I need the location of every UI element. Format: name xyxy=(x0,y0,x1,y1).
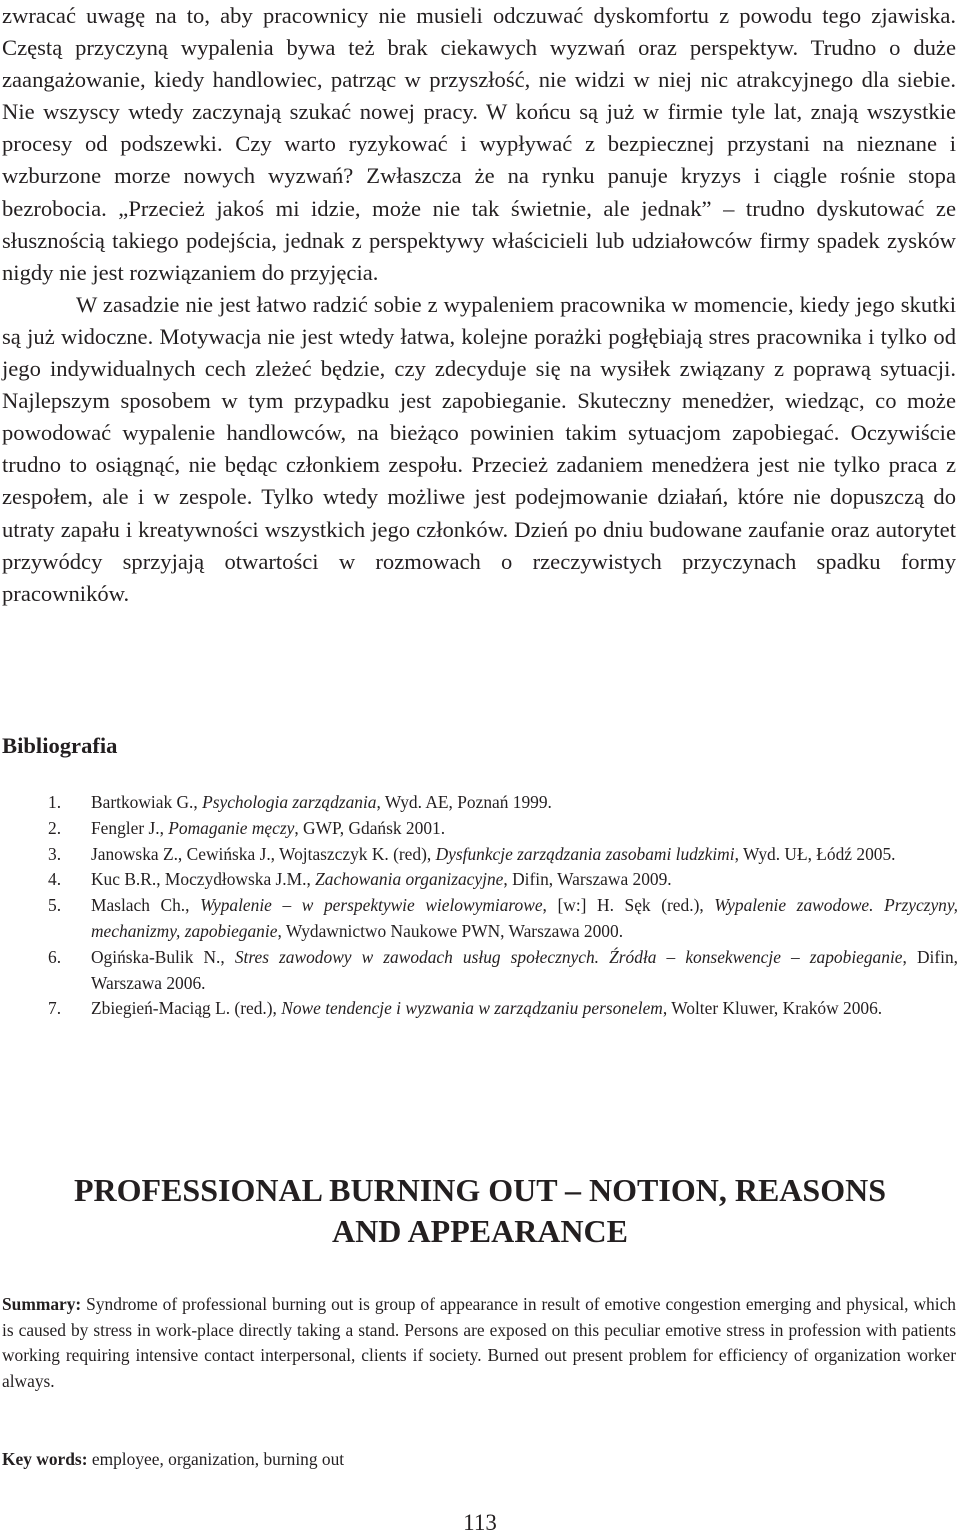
english-title-line-1: PROFESSIONAL BURNING OUT – NOTION, REASONS xyxy=(73,1172,886,1208)
item-authors: Fengler J., xyxy=(91,817,169,838)
item-editor: , [w:] H. Sęk (red.), xyxy=(542,895,715,916)
item-publisher: , Difin, Warszawa 2009. xyxy=(503,869,672,890)
item-title: Stres zawodowy w zawodach usług społecznych. Źródła – konsekwencje – zapobieganie xyxy=(234,946,903,967)
bibliography-item xyxy=(0,816,960,842)
item-authors: Kuc B.R., Moczydłowska J.M., xyxy=(91,869,316,890)
item-title: Psychologia zarządzania xyxy=(202,792,377,812)
english-title xyxy=(0,1170,960,1252)
bibliography-item xyxy=(0,867,960,893)
item-number: 1. xyxy=(48,792,62,812)
bibliography-item xyxy=(0,996,960,1022)
keywords-label: Key words: xyxy=(2,1449,88,1469)
bibliography-heading: Bibliografia xyxy=(2,733,118,758)
item-authors: Zbiegień-Maciąg L. (red.), xyxy=(91,998,282,1019)
item-number: 2. xyxy=(48,817,62,838)
item-title: Nowe tendencje i wyzwania w zarządzaniu personelem xyxy=(281,998,663,1019)
bibliography-list xyxy=(0,790,960,1022)
keywords-text: employee, organization, burning out xyxy=(87,1449,345,1469)
body-paragraph-1: zwracać uwagę na to, aby pracownicy nie musieli odczuwać dyskomfortu z powodu tego zjawiska. Częstą przyczyną wypalenia bywa też brak ciekawych wyzwań oraz perspektyw. Trudno o duże zaangażowanie, kiedy handlowiec, patrząc w przyszłość, nie widzi w niej nic atrakcyjnego dla siebie. Nie wszyscy wtedy zaczynają szukać nowej pracy. W końcu są już w firmie tyle lat, znają wszystkie procesy od podszewki. Czy warto ryzykować i wypływać z bezpiecznej przystani na nieznane i wzburzone morze nowych wyzwań? Zwłaszcza że na rynku panuje kryzys i ciągle rośnie stopa bezrobocia. „Przecież jakoś mi idzie, może nie tak świetnie, ale jednak” – trudno dyskutować ze słusznością takiego podejścia, jednak z perspektywy właścicieli lub udziałowców firmy spadek zysków nigdy nie jest rozwiązaniem do przyjęcia. xyxy=(2,3,956,285)
summary-label: Summary: xyxy=(2,1294,82,1314)
item-title: Pomaganie męczy xyxy=(168,817,295,838)
keywords-paragraph xyxy=(2,1447,956,1473)
summary-text: Syndrome of professional burning out is group of appearance in result of emotive congestion emerging and physical, which is caused by stress in work-place directly taking a stand. Persons are exposed on this peculiar emotive stress in profession with patients working requiring intensive contact interpersonal, clients if society. Burned out present problem for efficiency of organization worker always. xyxy=(2,1294,956,1391)
item-publisher: , Difin, Warszawa 2006. xyxy=(91,946,958,993)
bibliography-item xyxy=(0,790,960,816)
item-number: 4. xyxy=(48,869,62,890)
item-number: 6. xyxy=(48,946,62,967)
body-paragraph-2: W zasadzie nie jest łatwo radzić sobie z wypaleniem pracownika w momencie, kiedy jego skutki są już widoczne. Motywacja nie jest wtedy łatwa, kolejne porażki pogłębiają stres pracownika i tylko od jego indywidualnych cech zleżeć będzie, czy zdecyduje się na wysiłek związany z poprawą sytuacji. Najlepszym sposobem w tym przypadku jest zapobieganie. Skuteczny menedżer, wiedząc, co może powodować wypalenie handlowców, na bieżąco powinien takim sytuacjom zapobiegać. Oczywiście trudno to osiągnąć, nie będąc członkiem zespołu. Przecież zadaniem menedżera jest nie tylko praca z zespołem, ale i w zespole. Tylko wtedy możliwe jest podejmowanie działań, które nie dopuszczą do utraty zapału i kreatywności wszystkich jego członków. Dzień po dniu budowane zaufanie oraz autorytet przywódcy sprzyjają otwartości w rozmowach o rzeczywistych przyczynach spadku formy pracowników. xyxy=(2,291,956,606)
item-publisher: , GWP, Gdańsk 2001. xyxy=(294,817,446,838)
bibliography-item xyxy=(0,945,960,997)
item-publisher: , Wyd. AE, Poznań 1999. xyxy=(376,792,552,812)
item-publisher: , Wolter Kluwer, Kraków 2006. xyxy=(662,998,883,1019)
item-authors: Janowska Z., Cewińska J., Wojtaszczyk K. (red), xyxy=(91,843,436,864)
article-body xyxy=(2,0,956,610)
item-authors: Bartkowiak G., xyxy=(91,792,203,812)
summary-paragraph xyxy=(2,1292,956,1394)
item-publisher: , Wydawnictwo Naukowe PWN, Warszawa 2000. xyxy=(277,920,624,941)
item-title: Wypalenie – w perspektywie wielowymiarowe xyxy=(200,895,543,916)
item-title: Zachowania organizacyjne xyxy=(315,869,504,890)
bibliography-item xyxy=(0,893,960,945)
item-number: 3. xyxy=(48,843,62,864)
item-authors: Ogińska-Bulik N., xyxy=(91,946,235,967)
item-publisher: , Wyd. UŁ, Łódź 2005. xyxy=(734,843,896,864)
item-authors: Maslach Ch., xyxy=(91,895,201,916)
page-number: 113 xyxy=(463,1510,497,1535)
item-title-secondary: Wypalenie zawodowe. Przyczyny, mechanizmy, zapobieganie xyxy=(91,895,958,941)
item-number: 7. xyxy=(48,998,62,1019)
bibliography-item xyxy=(0,842,960,868)
item-number: 5. xyxy=(48,895,62,916)
item-title: Dysfunkcje zarządzania zasobami ludzkimi xyxy=(435,843,735,864)
english-title-line-2: AND APPEARANCE xyxy=(332,1213,628,1249)
